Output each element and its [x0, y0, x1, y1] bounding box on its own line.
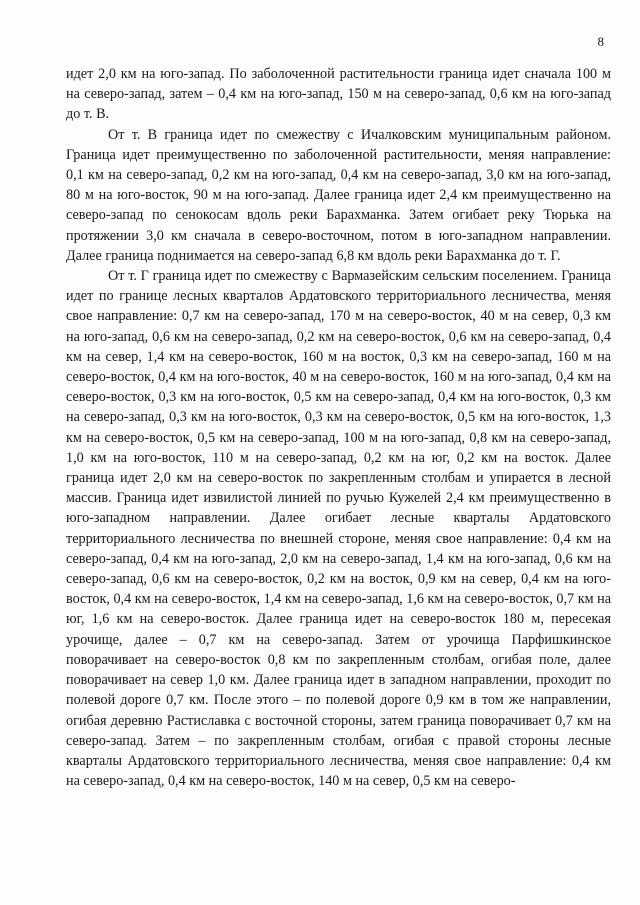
paragraph-point-g: От т. Г граница идет по смежеству с Вармазейским сельским поселением. Граница идет по границе лесных кварталов Ардатовского территориального лесничества, меняя свое направление: 0,7 км на северо-запад, 170 м на северо-восток, 40 м на север, 0,3 км на юго-запад, 0,6 км на северо-запад, 0,2 км на северо-восток, 0,6 км на северо-запад, 0,4 км на север, 1,4 км на северо-восток, 160 м на восток, 0,3 км на северо-запад, 160 м на северо-восток, 0,4 км на юго-восток, 40 м на северо-восток, 160 м на юго-запад, 0,4 км на северо-восток, 0,3 км на юго-восток, 0,5 км на северо-запад, 0,4 км на юго-восток, 0,3 км на северо-запад, 0,3 км на юго-восток, 0,3 км на северо-восток, 0,5 км на юго-восток, 1,3 км на северо-восток, 0,5 км на северо-запад, 100 м на юго-запад, 0,8 км на северо-запад, 1,0 км на юго-восток, 110 м на северо-запад, 0,2 км на юг, 0,2 км на восток. Далее граница идет 2,0 км на северо-восток по закрепленным столбам и упирается в лесной массив. Граница идет извилистой линией по ручью Кужелей 2,4 км преимущественно в юго-западном направлении. Далее огибает лесные кварталы Ардатовского территориального лесничества по внешней стороне, меняя свое направление: 0,4 км на северо-запад, 0,4 км на юго-запад, 2,0 км на северо-запад, 1,4 км на юго-запад, 0,6 км на северо-запад, 0,6 км на северо-восток, 0,2 км на восток, 0,9 км на север, 0,4 км на юго-восток, 0,4 км на северо-восток, 1,4 км на северо-запад, 1,6 км на северо-восток, 0,7 км на юг, 1,6 км на северо-восток. Далее граница идет на северо-восток 180 м, пересекая урочище, далее – 0,7 км на северо-запад. Затем от урочища Парфишкинское поворачивает на северо-восток 0,8 км по закрепленным столбам, огибая поле, далее поворачивает на север 1,0 км. Далее граница идет в западном направлении, проходит по полевой дороге 0,7 км. После этого – по полевой дороге 0,9 км в том же направлении, огибая деревню Растиславка с восточной стороны, затем граница поворачивает 0,7 км на северо-запад. Затем – по закрепленным столбам, огибая с правой стороны лесные кварталы Ардатовского территориального лесничества, меняя свое направление: 0,4 км на северо-запад, 0,4 км на северо-восток, 140 м на север, 0,5 км на северо- — [66, 268, 612, 790]
paragraph-point-v: От т. В граница идет по смежеству с Ичалковским муниципальным районом. Граница идет преимущественно по заболоченной растительности, меняя направление: 0,1 км на северо-запад, 0,2 км на юго-запад, 0,4 км на северо-запад, 3,0 км на юго-запад, 80 м на юго-восток, 90 м на юго-запад. Далее граница идет 2,4 км преимущественно на северо-запад по сенокосам вдоль реки Барахманка. Затем огибает реку Тюрька на протяжении 3,0 км сначала в северо-восточном, потом в юго-западном направлении. Далее граница поднимается на северо-запад 6,8 км вдоль реки Барахманка до т. Г. — [66, 126, 611, 264]
document-body — [66, 64, 611, 791]
page-number: 8 — [597, 34, 604, 49]
paragraph-continuation: идет 2,0 км на юго-запад. По заболоченной растительности граница идет сначала 100 м на северо-запад, затем – 0,4 км на юго-запад, 150 м на северо-запад, 0,6 км на юго-запад до т. В. — [66, 66, 611, 123]
